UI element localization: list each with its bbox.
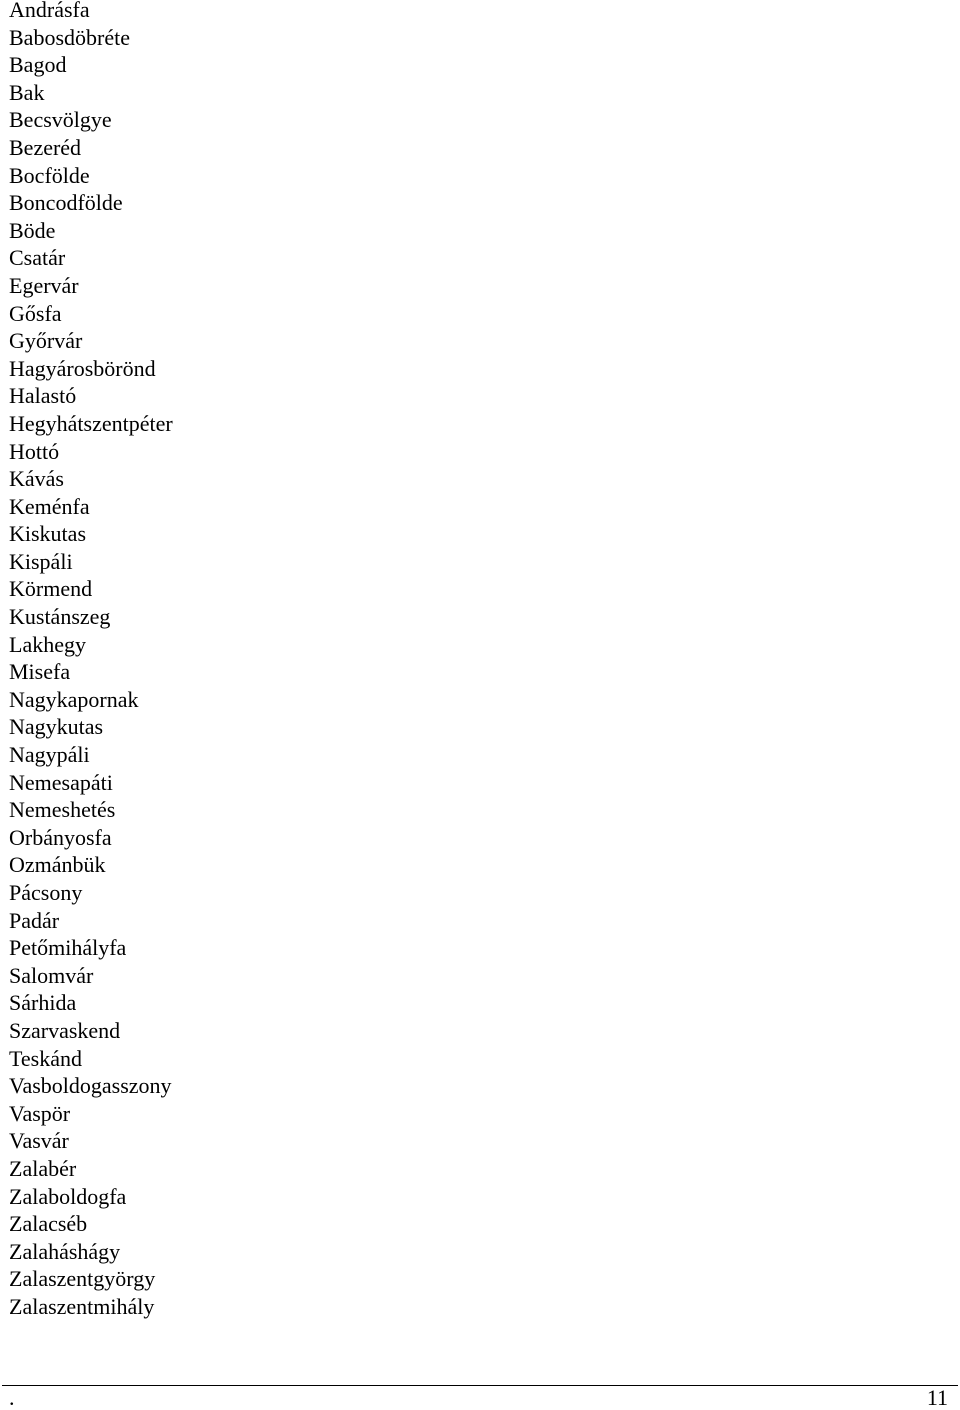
list-item: Hagyárosbörönd (9, 355, 156, 381)
list-item: Gősfa (9, 300, 62, 326)
list-item: Hegyhátszentpéter (9, 410, 173, 436)
list-item: Nagykapornak (9, 686, 139, 712)
list-item: Kustánszeg (9, 604, 111, 630)
list-item: Pácsony (9, 880, 83, 905)
list-item: Zalaszentmihály (9, 1293, 155, 1319)
list-item: Zalaháshágy (9, 1238, 121, 1264)
list-item: Andrásfa (9, 0, 90, 22)
list-item: Kispáli (9, 548, 73, 574)
list-item: Nagykutas (9, 714, 104, 740)
footer-dot: . (9, 1385, 15, 1410)
page-number: 11 (926, 1385, 948, 1410)
list-item: Vaspör (9, 1100, 71, 1126)
list-item: Babosdöbréte (9, 24, 130, 50)
list-item: Győrvár (9, 328, 83, 354)
list-item: Ozmánbük (9, 852, 106, 878)
list-item: Petőmihályfa (9, 935, 127, 961)
list-item: Becsvölgye (9, 107, 112, 133)
list-item: Zalaszentgyörgy (9, 1266, 156, 1292)
list-item: Szarvaskend (9, 1017, 121, 1043)
list-item: Keménfa (9, 493, 90, 519)
list-item: Hottó (9, 438, 60, 464)
list-item: Boncodfölde (9, 190, 123, 216)
list-item: Kávás (9, 466, 64, 492)
list-item: Bezeréd (9, 134, 82, 160)
list-item: Salomvár (9, 962, 94, 988)
list-item: Körmend (9, 576, 93, 602)
list-item: Sárhida (9, 990, 77, 1016)
list-item: Böde (9, 217, 56, 243)
list-item: Bak (9, 79, 45, 105)
list-item: Bocfölde (9, 162, 90, 188)
list-item: Bagod (9, 52, 67, 78)
list-item: Lakhegy (9, 631, 86, 657)
list-item: Vasvár (9, 1128, 69, 1154)
footer-divider (2, 1385, 958, 1386)
list-item: Vasboldogasszony (9, 1073, 172, 1099)
list-item: Orbányosfa (9, 824, 112, 850)
list-item: Zalacséb (9, 1211, 88, 1237)
list-item: Csatár (9, 245, 66, 271)
list-item: Misefa (9, 659, 71, 685)
list-item: Zalaboldogfa (9, 1183, 127, 1209)
list-item: Zalabér (9, 1155, 77, 1181)
place-list (9, 0, 173, 1321)
list-item: Nagypáli (9, 742, 90, 768)
list-item: Halastó (9, 383, 77, 409)
list-item: Nemeshetés (9, 797, 116, 823)
list-item: Nemesapáti (9, 769, 113, 795)
list-item: Egervár (9, 272, 79, 298)
list-item: Kiskutas (9, 521, 86, 547)
list-item: Padár (9, 907, 60, 933)
list-item: Teskánd (9, 1045, 82, 1071)
